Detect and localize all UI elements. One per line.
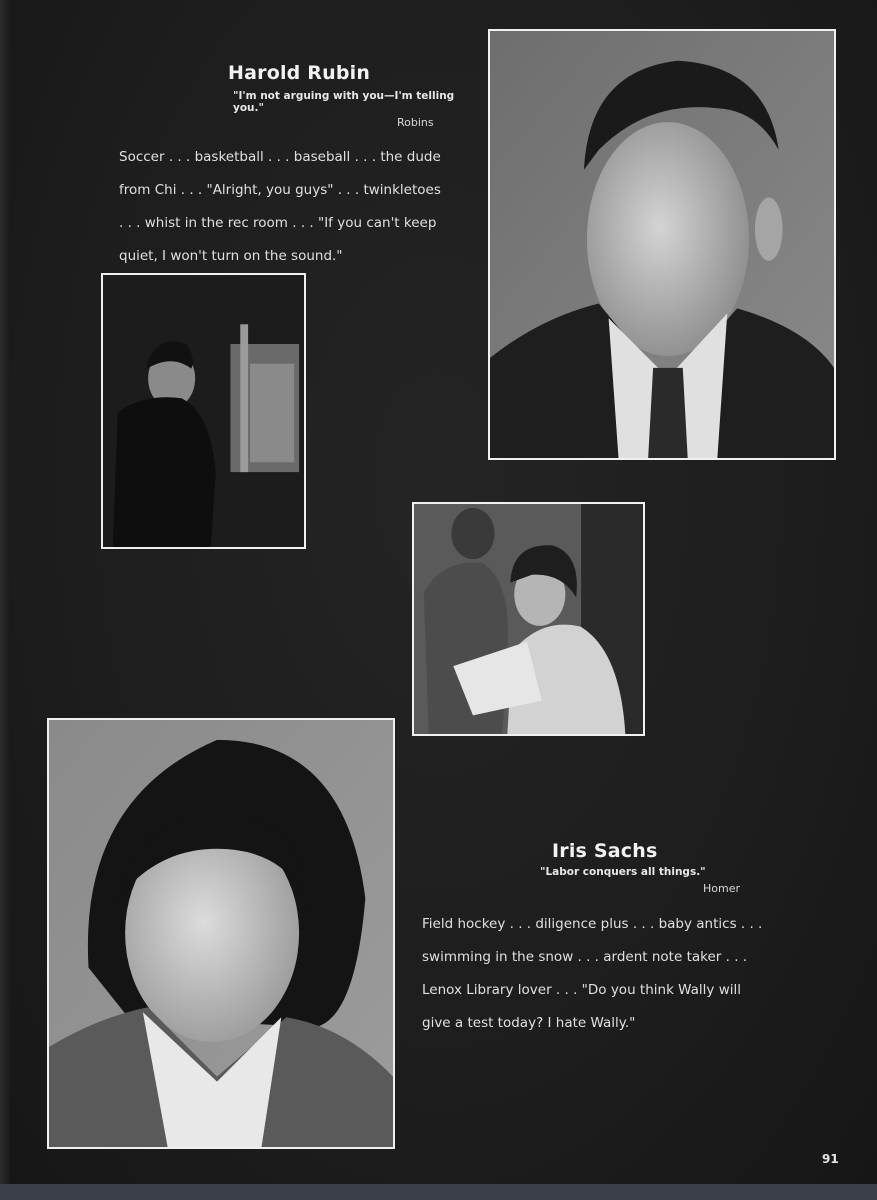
bio-sachs	[422, 908, 762, 1040]
page-edge-bottom	[0, 1184, 877, 1200]
quote-attribution-sachs: Homer	[703, 882, 741, 895]
bio-line: give a test today? I hate Wally."	[422, 1015, 636, 1031]
page-edge	[0, 0, 10, 1200]
bio-line: swimming in the snow . . . ardent note taker . . .	[422, 949, 748, 965]
quote-line-rubin-2: you."	[233, 102, 264, 114]
bio-line: . . . whist in the rec room . . . "If you can't keep	[119, 215, 437, 231]
bio-line: Soccer . . . basketball . . . baseball . . . the dude	[119, 149, 441, 165]
bio-rubin	[119, 141, 441, 273]
portrait-photo-sachs	[47, 718, 395, 1149]
student-name-sachs: Iris Sachs	[552, 840, 658, 862]
portrait-photo-rubin	[488, 29, 836, 460]
student-name-rubin: Harold Rubin	[228, 62, 371, 84]
quote-attribution-rubin: Robins	[397, 116, 434, 129]
candid-photo-rubin	[101, 273, 306, 549]
page-number: 91	[822, 1152, 839, 1166]
quote-sachs: "Labor conquers all things."	[540, 866, 706, 878]
bio-line: quiet, I won't turn on the sound."	[119, 248, 343, 264]
quote-line-rubin-1: "I'm not arguing with you—I'm telling	[233, 90, 455, 102]
candid-photo-group	[412, 502, 645, 736]
bio-line: from Chi . . . "Alright, you guys" . . . twinkletoes	[119, 182, 441, 198]
bio-line: Lenox Library lover . . . "Do you think Wally will	[422, 982, 742, 998]
bio-line: Field hockey . . . diligence plus . . . baby antics . . .	[422, 916, 763, 932]
